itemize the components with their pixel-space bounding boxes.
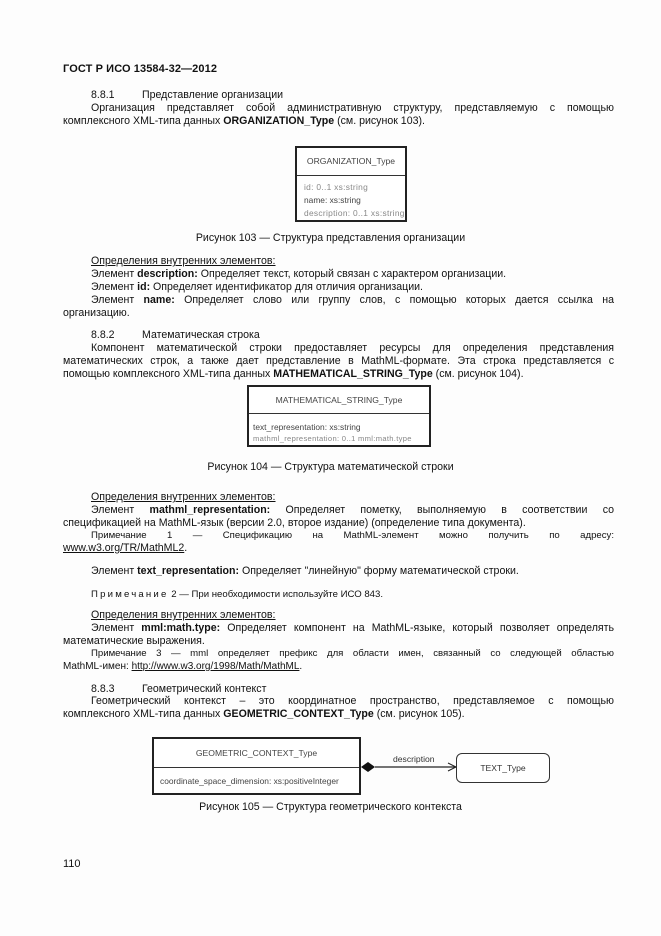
section-number: 8.8.1 — [91, 89, 115, 101]
section-number: 8.8.3 — [91, 683, 115, 695]
class-divider — [249, 413, 429, 414]
uml-class-geometric-context — [152, 737, 361, 795]
definition-line: математические выражения. — [63, 635, 205, 647]
definitions-heading: Определения внутренних элементов: — [91, 609, 276, 621]
class-attribute: coordinate_space_dimension: xs:positiveInteger — [160, 776, 339, 786]
class-attribute: name: xs:string — [304, 195, 361, 205]
association-role-label: description — [393, 754, 435, 764]
class-attribute: description: 0..1 xs:string — [304, 208, 405, 218]
document-header: ГОСТ Р ИСО 13584-32—2012 — [63, 63, 218, 75]
note-line: Примечание 2 — При необходимости используйте ИСО 843. — [91, 589, 384, 600]
definitions-heading: Определения внутренних элементов: — [91, 491, 276, 503]
section-heading: Математическая строка — [142, 329, 260, 341]
definition-line: Элемент description: Определяет текст, который связан с характером организации. — [91, 268, 507, 280]
definition-line: Элемент id: Определяет идентификатор для отличия организации. — [91, 281, 423, 293]
figure-caption: Рисунок 103 — Структура представления организации — [195, 232, 466, 244]
definition-line: организацию. — [63, 307, 130, 319]
definition-line: спецификацией на MathML-язык (версии 2.0, второе издание) (определение типа документа). — [63, 517, 526, 529]
class-divider — [154, 767, 359, 768]
note-line: Примечание 3 — mml определяет префикс для области имен, связанный со следующей областью — [91, 648, 614, 659]
definition-line: Элемент mml:math.type: Определяет компонент на MathML-языке, который позволяет определять — [91, 622, 614, 634]
note-line: www.w3.org/TR/MathML2. — [63, 542, 188, 554]
uml-class-organization — [295, 146, 407, 222]
class-divider — [297, 175, 405, 176]
definition-line: Элемент text_representation: Определяет "линейную" форму математической строки. — [91, 565, 519, 577]
mathml-namespace-link[interactable]: http://www.w3.org/1998/Math/MathML — [131, 661, 300, 672]
definitions-heading: Определения внутренних элементов: — [91, 255, 276, 267]
mathml2-link[interactable]: www.w3.org/TR/MathML2 — [63, 542, 185, 554]
figure-caption: Рисунок 104 — Структура математической строки — [207, 461, 454, 473]
class-attribute: mathml_representation: 0..1 mml:math.type — [253, 434, 412, 443]
note-line: Примечание 1 — Спецификацию на MathML-элемент можно получить по адресу: — [91, 530, 614, 541]
paragraph-line: комплексного XML-типа данных GEOMETRIC_CONTEXT_Type (см. рисунок 105). — [63, 708, 465, 720]
section-heading: Геометрический контекст — [142, 683, 267, 695]
uml-class-mathematical-string — [247, 385, 431, 447]
paragraph-line: Компонент математической строки предоставляет ресурсы для определения представления — [91, 342, 614, 354]
section-number: 8.8.2 — [91, 329, 115, 341]
paragraph-line: математических строк, а также дает представление в MathML-формате. Эта строка представляется с — [63, 355, 614, 367]
class-name: MATHEMATICAL_STRING_Type — [275, 395, 403, 405]
class-attribute: text_representation: xs:string — [253, 422, 361, 432]
definition-line: Элемент mathml_representation: Определяет пометку, выполняемую в соответствии со — [91, 504, 614, 516]
paragraph-line: помощью комплексного XML-типа данных MATHEMATICAL_STRING_Type (см. рисунок 104). — [63, 368, 524, 380]
uml-class-text-type: TEXT_Type — [456, 753, 550, 783]
note-line: MathML-имен: http://www.w3.org/1998/Math/MathML. — [63, 661, 303, 672]
section-heading: Представление организации — [142, 89, 284, 101]
class-attribute: id: 0..1 xs:string — [304, 182, 369, 192]
definition-line: Элемент name: Определяет слово или группу слов, с помощью которых дается ссылка на — [91, 294, 614, 306]
composition-diamond — [361, 762, 375, 772]
class-name: ORGANIZATION_Type — [306, 156, 396, 166]
page-number: 110 — [63, 858, 81, 870]
paragraph-line: Геометрический контекст – это координатное пространство, представляемое с помощью — [91, 695, 614, 707]
class-name: GEOMETRIC_CONTEXT_Type — [195, 748, 318, 758]
figure-caption: Рисунок 105 — Структура геометрического контекста — [199, 801, 462, 813]
paragraph-line: Организация представляет собой административную структуру, представляемую с помощью — [91, 102, 614, 114]
paragraph-line: комплексного XML-типа данных ORGANIZATION_Type (см. рисунок 103). — [63, 115, 425, 127]
